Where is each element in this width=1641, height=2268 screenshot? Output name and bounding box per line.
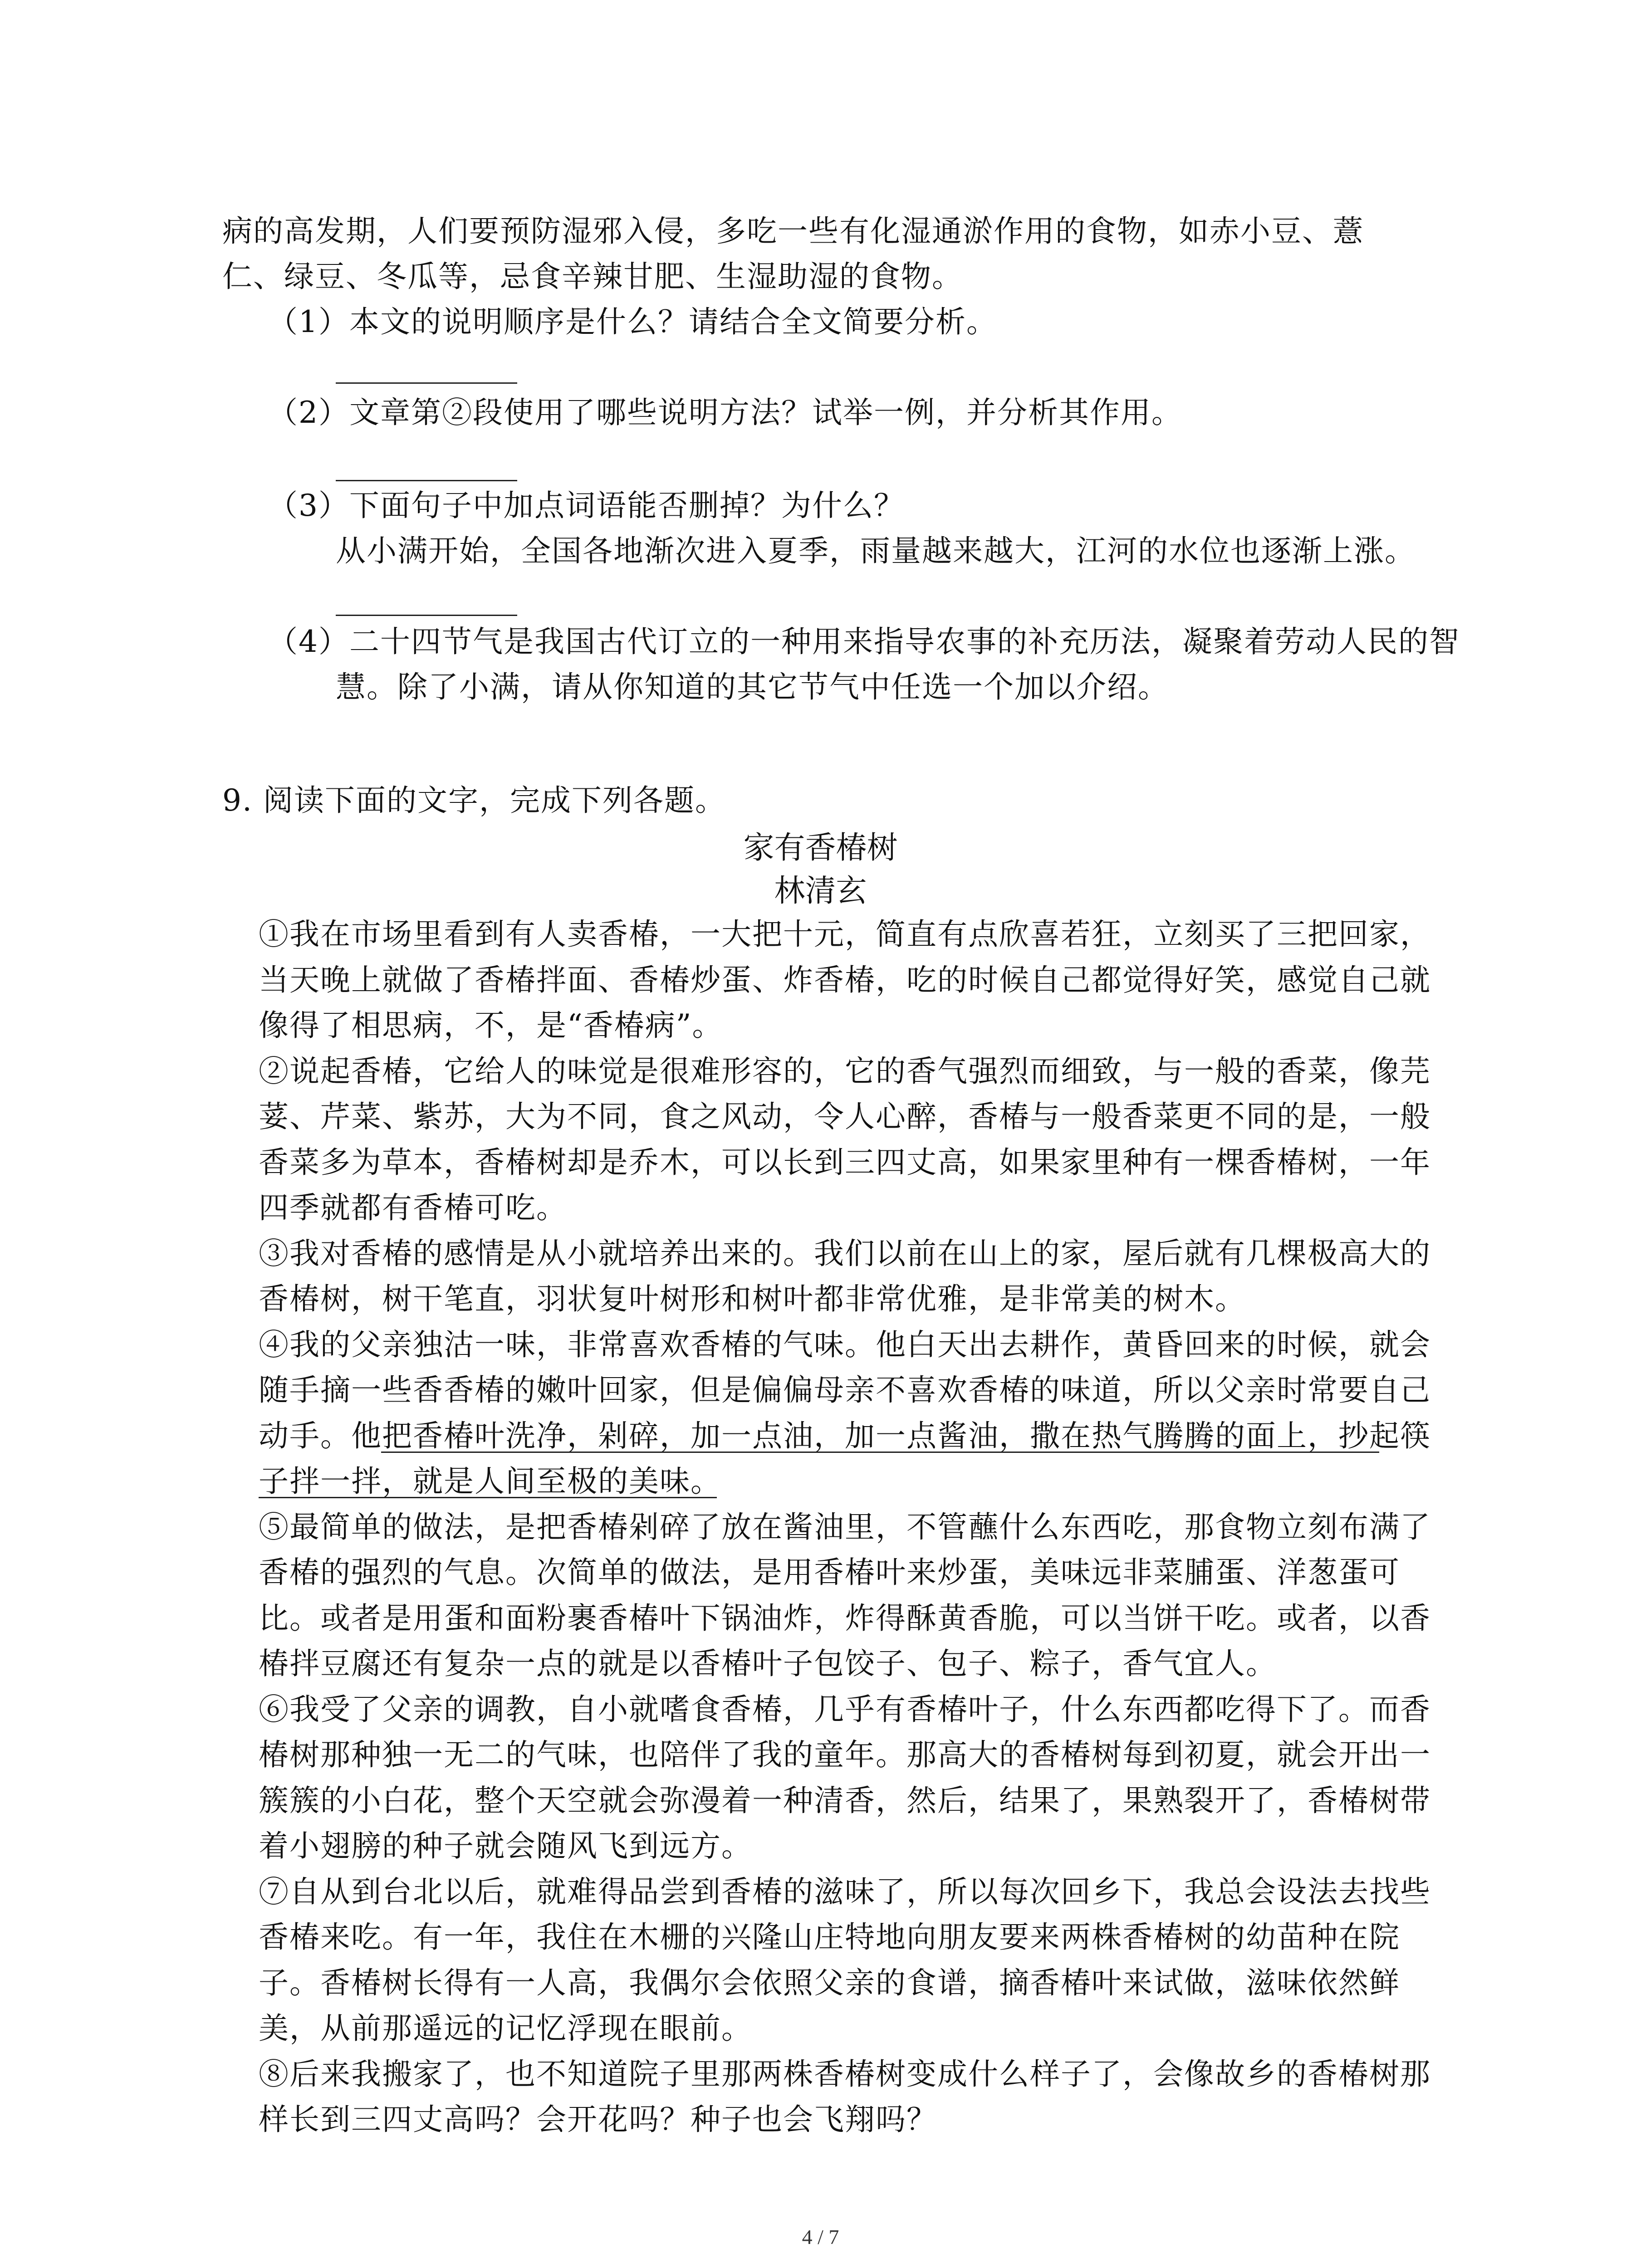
- passage-author: 林清玄: [774, 873, 867, 909]
- q8-4: [268, 624, 1460, 660]
- passage-line: ①我在市场里看到有人卖香椿，一大把十元，简直有点欣喜若狂，立刻买了三把回家，: [259, 917, 1431, 952]
- q8-1: [268, 304, 997, 340]
- q8-4-label: （4）: [268, 624, 349, 659]
- passage-line: 香椿来吃。有一年，我住在木栅的兴隆山庄特地向朋友要来两株香椿树的幼苗种在院: [259, 1920, 1400, 1955]
- page-number: 4 / 7: [802, 2225, 839, 2248]
- passage-line: 簇簇的小白花，整个天空就会弥漫着一种清香，然后，结果了，果熟裂开了，香椿树带: [259, 1783, 1431, 1818]
- passage-line: ⑤最简单的做法，是把香椿剁碎了放在酱油里，不管蘸什么东西吃，那食物立刻布满了: [259, 1510, 1431, 1545]
- q9-stem: 9. 阅读下面的文字，完成下列各题。: [222, 783, 726, 818]
- q8-2: [268, 395, 1182, 431]
- passage-line: ⑧后来我搬家了，也不知道院子里那两株香椿树变成什么样子了，会像故乡的香椿树那: [259, 2057, 1431, 2092]
- passage-line: 当天晚上就做了香椿拌面、香椿炒蛋、炸香椿，吃的时候自己都觉得好笑，感觉自己就: [259, 963, 1431, 997]
- passage-line: 椿拌豆腐还有复杂一点的就是以香椿叶子包饺子、包子、粽子，香气宜人。: [259, 1646, 1277, 1681]
- passage-line: 子拌一拌，就是人间至极的美味。: [259, 1464, 721, 1499]
- passage-line: 像得了相思病，不，是“香椿病”。: [259, 1008, 723, 1043]
- passage-line: 香椿树，树干笔直，羽状复叶树形和树叶都非常优雅，是非常美的树木。: [259, 1281, 1246, 1316]
- q8-4-text2: 慧。除了小满，请从你知道的其它节气中任选一个加以介绍。: [336, 670, 1169, 704]
- q8-1-text: 本文的说明顺序是什么？请结合全文简要分析。: [349, 304, 997, 339]
- passage-line: 椿树那种独一无二的气味，也陪伴了我的童年。那高大的香椿树每到初夏，就会开出一: [259, 1737, 1431, 1772]
- answer-blank: [336, 480, 517, 481]
- answer-blank: [336, 382, 517, 384]
- q8-3-label: （3）: [268, 488, 349, 523]
- passage-line: 样长到三四丈高吗？会开花吗？种子也会飞翔吗？: [259, 2102, 937, 2137]
- answer-blank: [336, 615, 517, 616]
- q8-1-label: （1）: [268, 304, 349, 339]
- passage-line: 随手摘一些香香椿的嫩叶回家，但是偏偏母亲不喜欢香椿的味道，所以父亲时常要自己: [259, 1373, 1431, 1408]
- passage-line: ③我对香椿的感情是从小就培养出来的。我们以前在山上的家，屋后就有几棵极高大的: [259, 1236, 1431, 1271]
- q8-3-quote: 从小满开始，全国各地渐次进入夏季，雨量越来越大，江河的水位也逐渐上涨。: [336, 533, 1416, 568]
- q8-2-label: （2）: [268, 395, 349, 430]
- underline-sentence: [381, 1452, 1379, 1453]
- passage-line: ④我的父亲独沽一味，非常喜欢香椿的气味。他白天出去耕作，黄昏回来的时候，就会: [259, 1327, 1431, 1362]
- passage-line: ⑥我受了父亲的调教，自小就嗜食香椿，几乎有香椿叶子，什么东西都吃得下了。而香: [259, 1692, 1431, 1727]
- intro-line: 病的高发期，人们要预防湿邪入侵，多吃一些有化湿通淤作用的食物，如赤小豆、薏: [222, 214, 1364, 249]
- underline-sentence: [259, 1497, 717, 1498]
- passage-line: 美，从前那遥远的记忆浮现在眼前。: [259, 2011, 752, 2046]
- passage-line: 子。香椿树长得有一人高，我偶尔会依照父亲的食谱，摘香椿叶来试做，滋味依然鲜: [259, 1965, 1400, 2000]
- passage-title: 家有香椿树: [743, 830, 898, 866]
- passage-line: 四季就都有香椿可吃。: [259, 1190, 567, 1225]
- intro-line: 仁、绿豆、冬瓜等，忌食辛辣甘肥、生湿助湿的食物。: [222, 259, 963, 294]
- passage-line: 香菜多为草本，香椿树却是乔木，可以长到三四丈高，如果家里种有一棵香椿树，一年: [259, 1145, 1431, 1180]
- passage-line: 比。或者是用蛋和面粉裹香椿叶下锅油炸，炸得酥黄香脆，可以当饼干吃。或者，以香: [259, 1601, 1431, 1636]
- q8-3: [268, 488, 905, 524]
- passage-line: ②说起香椿，它给人的味觉是很难形容的，它的香气强烈而细致，与一般的香菜，像芫: [259, 1054, 1431, 1089]
- passage-line: 香椿的强烈的气息。次简单的做法，是用香椿叶来炒蛋，美味远非菜脯蛋、洋葱蛋可: [259, 1555, 1400, 1590]
- passage-line: 动手。他把香椿叶洗净，剁碎，加一点油，加一点酱油，撒在热气腾腾的面上，抄起筷: [259, 1418, 1431, 1453]
- passage-line: 荽、芹菜、紫苏，大为不同，食之风动，令人心醉，香椿与一般香菜更不同的是，一般: [259, 1099, 1431, 1134]
- q8-3-text: 下面句子中加点词语能否删掉？为什么？: [349, 488, 905, 523]
- passage-line: 着小翅膀的种子就会随风飞到远方。: [259, 1828, 752, 1863]
- q8-4-text: 二十四节气是我国古代订立的一种用来指导农事的补充历法，凝聚着劳动人民的智: [349, 624, 1460, 659]
- q8-2-text: 文章第②段使用了哪些说明方法？试举一例，并分析其作用。: [349, 395, 1182, 430]
- passage-line: ⑦自从到台北以后，就难得品尝到香椿的滋味了，所以每次回乡下，我总会设法去找些: [259, 1874, 1431, 1909]
